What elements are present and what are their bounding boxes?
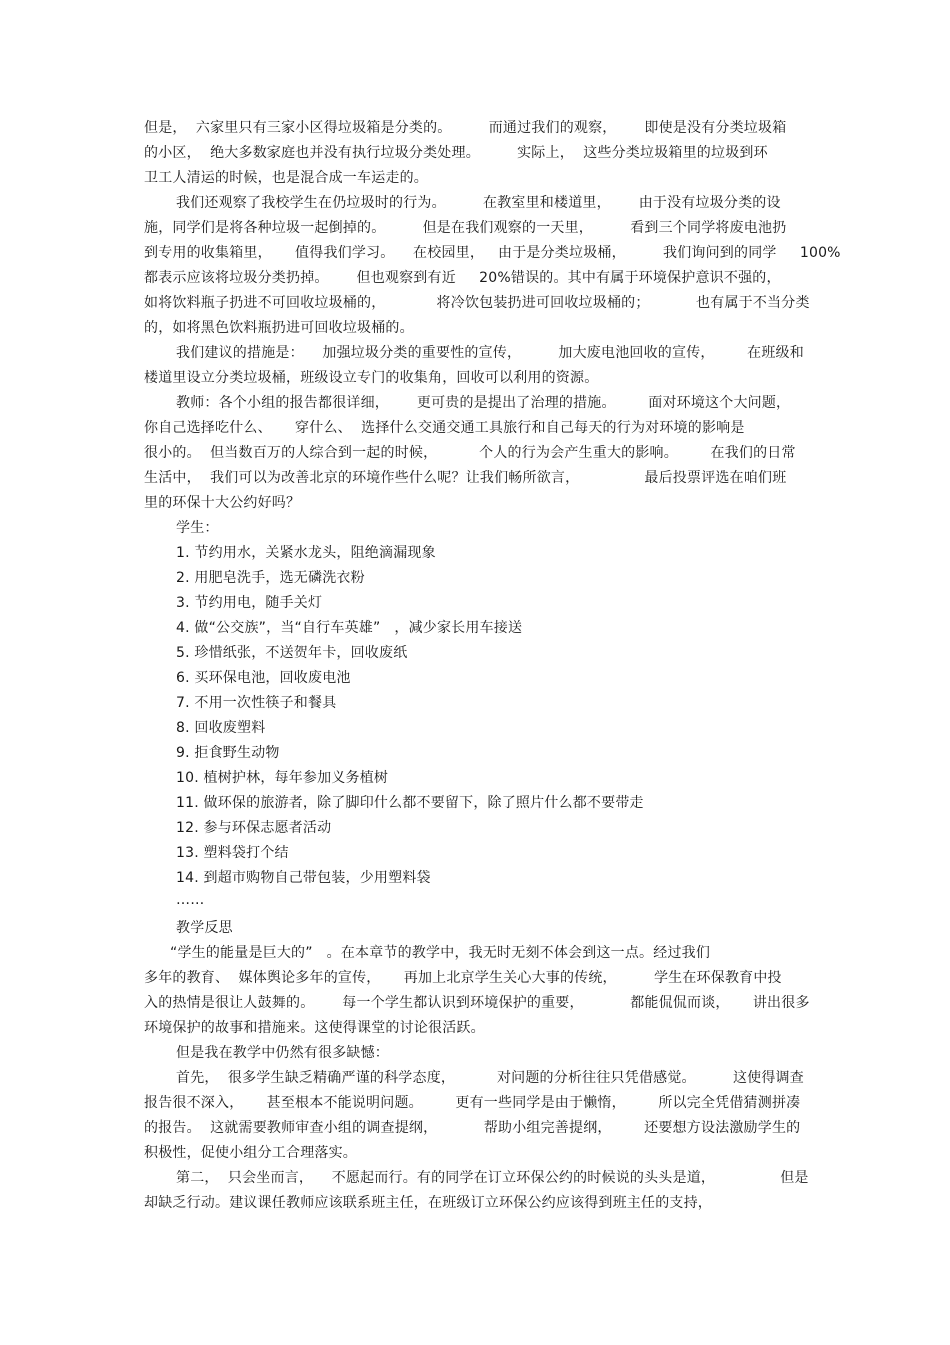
list-item: 12. 参与环保志愿者活动 — [176, 820, 332, 836]
text-line: 报告很不深入， 甚至根本不能说明问题。 更有一些同学是由于懒惰， 所以完全凭借猜测拼凑 — [144, 1095, 801, 1111]
list-item: 8. 回收废塑料 — [176, 720, 266, 736]
list-item: 1. 节约用水，关紧水龙头，阻绝滴漏现象 — [176, 545, 436, 561]
list-item: 4. 做“公交族”，当“自行车英雄” ，减少家长用车接送 — [176, 620, 523, 636]
paragraph-start-line: 第二， 只会坐而言， 不愿起而行。有的同学在订立环保公约的时候说的头头是道， 但是 — [176, 1170, 809, 1186]
text-line: 的小区， 绝大多数家庭也并没有执行垃圾分类处理。 实际上， 这些分类垃圾箱里的垃圾到环 — [144, 145, 768, 161]
text-line: 多年的教育、 媒体舆论多年的宣传， 再加上北京学生关心大事的传统， 学生在环保教育中投 — [144, 970, 782, 986]
paragraph-start-line: 我们还观察了我校学生在仍垃圾时的行为。 在教室里和楼道里， 由于没有垃圾分类的设 — [176, 195, 781, 211]
text-line: 到专用的收集箱里， 值得我们学习。 在校园里， 由于是分类垃圾桶， 我们询问到的同学 100% — [144, 245, 841, 261]
list-item: 6. 买环保电池，回收废电池 — [176, 670, 351, 686]
text-line: 里的环保十大公约好吗？ — [144, 495, 301, 511]
text-line: 你自己选择吃什么、 穿什么、 选择什么交通交通工具旅行和自己每天的行为对环境的影响是 — [144, 420, 745, 436]
text-line: 积极性，促使小组分工合理落实。 — [144, 1145, 357, 1161]
text-line: 入的热情是很让人鼓舞的。 每一个学生都认识到环境保护的重要， 都能侃侃而谈， 讲出很多 — [144, 995, 810, 1011]
paragraph-start-line: 但是我在教学中仍然有很多缺憾： — [176, 1045, 389, 1061]
list-item: 11. 做环保的旅游者，除了脚印什么都不要留下，除了照片什么都不要带走 — [176, 795, 644, 811]
list-item: 10. 植树护林，每年参加义务植树 — [176, 770, 389, 786]
paragraph-start-line: 教师：各个小组的报告都很详细， 更可贵的是提出了治理的措施。 面对环境这个大问题， — [176, 395, 791, 411]
text-line: 施，同学们是将各种垃圾一起倒掉的。 但是在我们观察的一天里， 看到三个同学将废电池扔 — [144, 220, 787, 236]
list-item: 3. 节约用电，随手关灯 — [176, 595, 323, 611]
list-item: 9. 拒食野生动物 — [176, 745, 280, 761]
text-line: 楼道里设立分类垃圾桶，班级设立专门的收集角，回收可以利用的资源。 — [144, 370, 599, 386]
text-line: 的报告。 这就需要教师审查小组的调查提纲， 帮助小组完善提纲， 还要想方设法激励学生的 — [144, 1120, 801, 1136]
text-line: 生活中， 我们可以为改善北京的环境作些什么呢？让我们畅所欲言， 最后投票评选在咱们班 — [144, 470, 787, 486]
list-item: 7. 不用一次性筷子和餐具 — [176, 695, 337, 711]
list-item: 5. 珍惜纸张，不送贺年卡，回收废纸 — [176, 645, 408, 661]
text-line: 却缺乏行动。建议课任教师应该联系班主任，在班级订立环保公约应该得到班主任的支持， — [144, 1195, 712, 1211]
text-line: 卫工人清运的时候，也是混合成一车运走的。 — [144, 170, 428, 186]
student-label: 学生： — [176, 520, 219, 536]
paragraph-start-line: 首先， 很多学生缺乏精确严谨的科学态度， 对问题的分析往往只凭借感觉。 这使得调查 — [176, 1070, 804, 1086]
text-line: 但是， 六家里只有三家小区得垃圾箱是分类的。 而通过我们的观察， 即使是没有分类垃圾箱 — [144, 120, 787, 136]
ellipsis: …… — [176, 892, 205, 908]
list-item: 13. 塑料袋打个结 — [176, 845, 289, 861]
paragraph-start-line: 我们建议的措施是： 加强垃圾分类的重要性的宣传， 加大废电池回收的宣传， 在班级和 — [176, 345, 804, 361]
section-heading: 教学反思 — [176, 920, 233, 936]
text-line: 如将饮料瓶子扔进不可回收垃圾桶的， 将冷饮包装扔进可回收垃圾桶的； 也有属于不当分类 — [144, 295, 810, 311]
paragraph-start-line: “学生的能量是巨大的” 。在本章节的教学中，我无时无刻不体会到这一点。经过我们 — [170, 945, 711, 961]
text-line: 都表示应该将垃圾分类扔掉。 但也观察到有近 20%错误的。其中有属于环境保护意识不强的， — [144, 270, 781, 286]
text-line: 环境保护的故事和措施来。这使得课堂的讨论很活跃。 — [144, 1020, 485, 1036]
text-line: 很小的。 但当数百万的人综合到一起的时候， 个人的行为会产生重大的影响。 在我们的日常 — [144, 445, 796, 461]
list-item: 2. 用肥皂洗手，选无磷洗衣粉 — [176, 570, 365, 586]
text-line: 的，如将黑色饮料瓶扔进可回收垃圾桶的。 — [144, 320, 414, 336]
list-item: 14. 到超市购物自己带包装，少用塑料袋 — [176, 870, 431, 886]
